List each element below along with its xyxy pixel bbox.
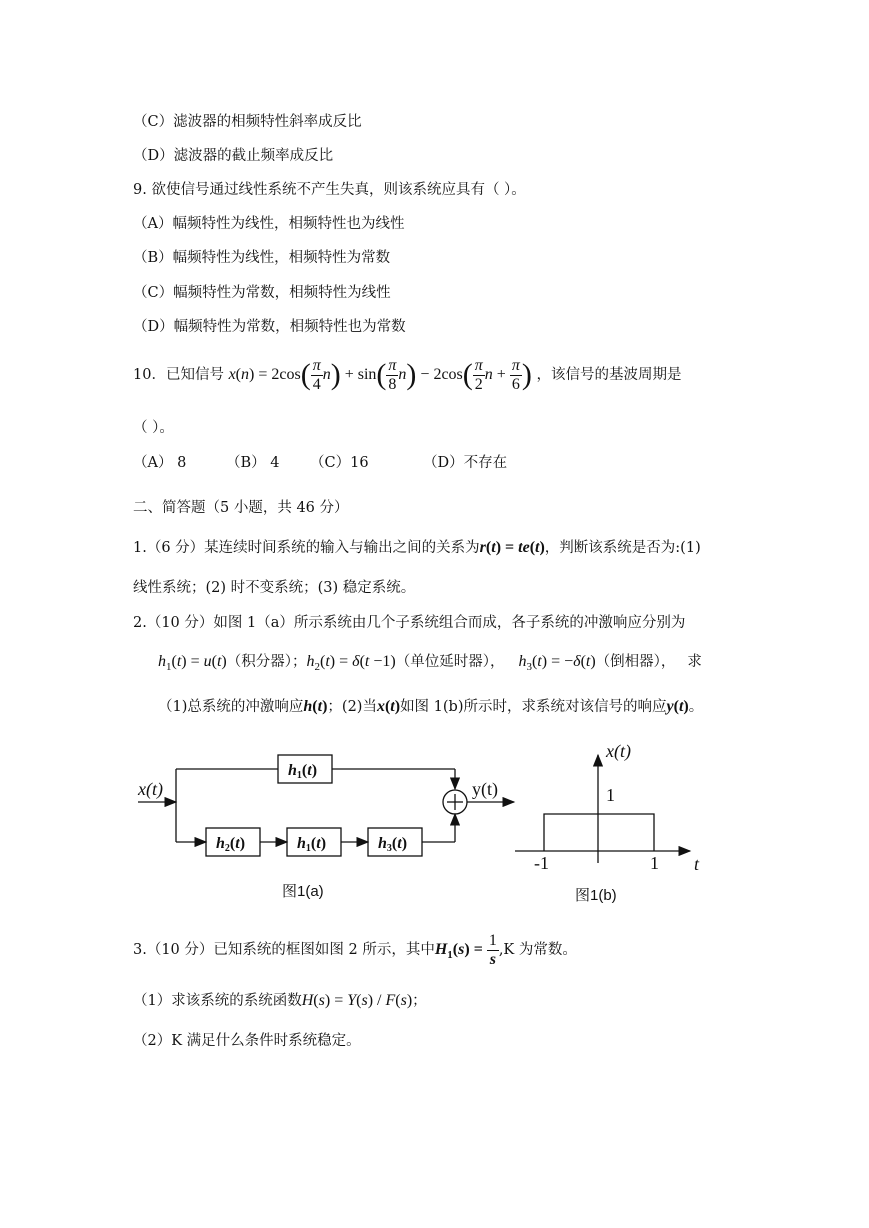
s2-l3d: 。 (688, 699, 704, 715)
s2-l3a: （1)总系统的冲激响应 (158, 699, 304, 715)
s2-qiu: 求 (687, 654, 702, 670)
q10-options (133, 453, 507, 473)
q10-option-a: （A） 8 (133, 455, 187, 471)
s2-line1: 2.（10 分）如图 1（a）所示系统由几个子系统组合而成，各子系统的冲激响应分别为 (133, 615, 686, 631)
q8-option-c: （C）滤波器的相频特性斜率成反比 (133, 114, 362, 130)
h2-note: （单位延时器）， (395, 654, 505, 670)
fig1b-caption: 图1(b) (575, 887, 617, 904)
s1-line2: 线性系统；(2) 时不变系统；(3) 稳定系统。 (133, 580, 416, 596)
q10-stem (133, 355, 681, 395)
s1-text-2: ，判断该系统是否为:(1) (544, 540, 701, 556)
s2-l3b: ；(2)当 (327, 699, 377, 715)
h2-label: h2(t) (216, 835, 246, 854)
s2-line3: （1)总系统的冲激响应h(t)；(2)当x(t)如图 1(b)所示时，求系统对该信号的响应y(t)。 (158, 698, 704, 715)
q10-option-d: （D）不存在 (423, 455, 508, 471)
H1-formula: $H_1(s)$ = $\frac{1}{s}$ (434, 931, 497, 968)
q9-option-c: （C）幅频特性为常数，相频特性为线性 (133, 285, 391, 301)
h1-note: （积分器）； (226, 654, 307, 670)
s3-line1 (133, 930, 577, 975)
s1-formula: r(t) = te(t) (479, 539, 545, 556)
h3-note: （倒相器）， (595, 654, 676, 670)
q10-formula: x(n) = 2cos( $\frac{\pi}{4}$ n) + sin( $\frac{\pi}{8}$ n) − 2cos( $\frac{\pi}{2}$ n + $\frac{\pi}{6}$ ) (228, 356, 532, 393)
fig1b-pulse-plot (510, 735, 720, 875)
q10-blank: （ ）。 (133, 420, 174, 436)
q9-option-b: （B）幅频特性为线性，相频特性为常数 (133, 250, 391, 266)
tick-pos-1: 1 (650, 853, 659, 873)
h3-formula: $h_3(t) = -\delta(t)$ (518, 653, 596, 673)
q8-option-d: （D）滤波器的截止频率成反比 (133, 148, 334, 164)
h3-label: h3(t) (378, 835, 408, 854)
h1-formula: $h_1(t) = u(t)$ (158, 653, 227, 673)
s3-sub2: （2）K 满足什么条件时系统稳定。 (133, 1033, 361, 1049)
s2-l3c: 如图 1(b)所示时，求系统对该信号的响应 (400, 699, 667, 715)
output-label: y(t) (472, 779, 498, 799)
q10-option-b: （B） 4 (226, 455, 280, 471)
s1-line1 (133, 538, 701, 558)
s3-sub1-end: ； (412, 993, 427, 1009)
x-axis-label: t (694, 854, 700, 874)
level-label: 1 (606, 785, 615, 805)
q9-option-d: （D）幅频特性为常数，相频特性也为常数 (133, 319, 406, 335)
s3-sub1-text: （1）求该系统的系统函数 (133, 993, 302, 1009)
h1-label-bottom: h1(t) (297, 835, 327, 854)
pulse-line (544, 814, 654, 851)
q10-prefix: 10．已知信号 (133, 367, 224, 383)
q9-option-a: （A）幅频特性为线性，相频特性也为线性 (133, 216, 405, 232)
q10-option-c: （C）16 (310, 455, 369, 471)
s2-line2 (158, 652, 702, 677)
q9-stem: 9. 欲使信号通过线性系统不产生失真，则该系统应具有（ ）。 (133, 182, 526, 198)
fig1a-caption: 图1(a) (282, 883, 324, 900)
q10-suffix: ，该信号的基波周期是 (536, 367, 682, 383)
h1-label-top: h1(t) (288, 762, 318, 781)
y-axis-label: x(t) (606, 741, 631, 761)
s3-text: 3.（10 分）已知系统的框图如图 2 所示，其中 (133, 942, 435, 958)
h2-formula: $h_2(t) = \delta(t -1)$ (306, 653, 396, 673)
section-heading: 二、简答题（5 小题，共 46 分） (133, 500, 349, 516)
tick-neg-1: -1 (534, 853, 549, 873)
input-label: x(t) (138, 779, 163, 799)
s3-text-2: ,K 为常数。 (498, 942, 577, 958)
s3-sub1: （1）求该系统的系统函数H(s) = Y(s) / F(s)； (133, 992, 427, 1009)
fig1a-block-diagram (130, 745, 520, 875)
s1-text: 1.（6 分）某连续时间系统的输入与输出之间的关系为 (133, 540, 480, 556)
